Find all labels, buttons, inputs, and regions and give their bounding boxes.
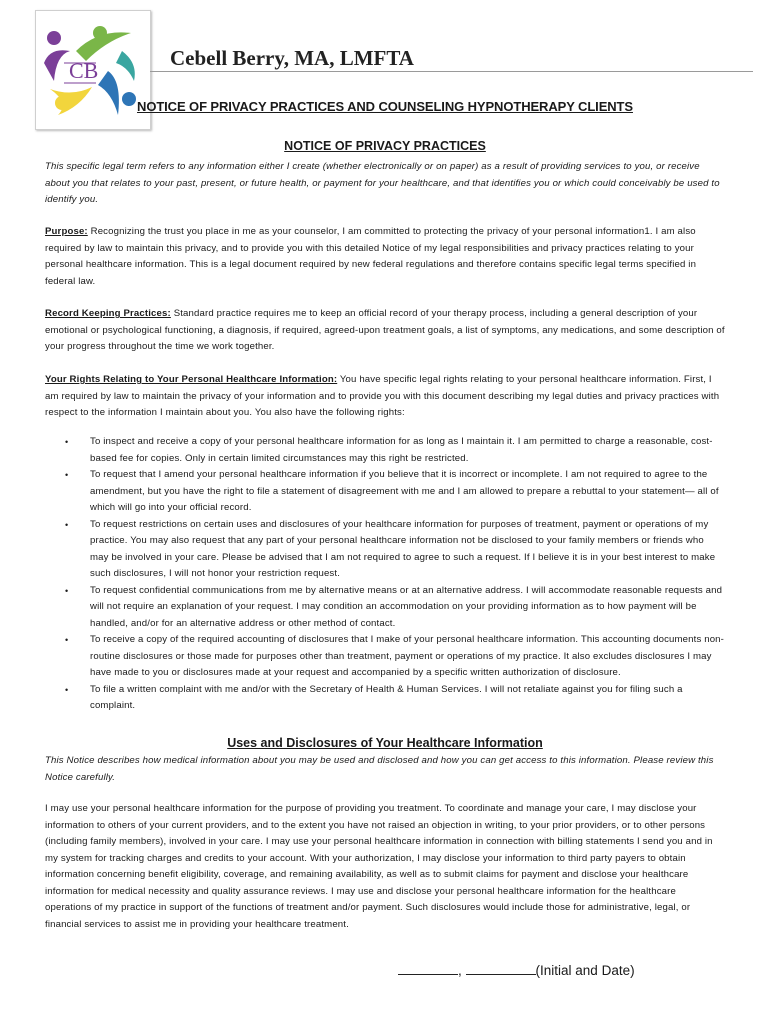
initial-blank[interactable]: [398, 960, 458, 975]
header-divider: [150, 71, 753, 72]
bullet-icon: •: [65, 585, 69, 596]
date-blank[interactable]: [466, 960, 536, 975]
provider-name: Cebell Berry, MA, LMFTA: [170, 46, 414, 70]
purpose-text: Recognizing the trust you place in me as your counselor, I am committed to protecting the privacy of your personal information1. I am also required by law to maintain this privacy, and to provide you with this detailed Notice of my legal responsibilities and privacy practices relating to your personal healthcare information. This is a legal document required by new federal regulations and therefore contains specific legal terms specified in federal law.: [45, 226, 697, 287]
section-title-uses: Uses and Disclosures of Your Healthcare Information: [227, 736, 543, 750]
logo-text: CB: [69, 58, 99, 83]
list-item: [45, 632, 725, 682]
record-keeping-text: Standard practice requires me to keep an official record of your therapy process, including a general description of your emotional or psychological functioning, a diagnosis, if required, agreed-upon treatment goals, a list of symptoms, any medications, and some description of your progress throughout the time we work together.: [45, 308, 725, 352]
uses-body-paragraph: I may use your personal healthcare information for the purpose of providing you treatment. To coordinate and manage your care, I may disclose your information to others of your current providers, and to the extent you have not raised an objection in writing, to your prior providers, or to other persons (including family members), involved in your care. I may use your personal healthcare information in connection with billing statements I send you and in my system for tracking charges and credits to your account. With your authorization, I may disclose your information to third party payers to obtain information concerning benefit eligibility, coverage, and remaining availability, as well as to submit claims for payment and disclose your healthcare information for medical necessity and quality assurance reviews. I may use and disclose your personal healthcare information for the healthcare operations of my practice in support of the functions of treatment and/or payment. Such disclosures would include those for administrative, legal, or financial services to assist me in providing your healthcare treatment.: [45, 803, 713, 930]
logo-purple-swoosh: [44, 50, 70, 81]
rights-list: [45, 434, 725, 715]
list-item-text: To request confidential communications from me by alternative means or at an alternative address. I will accommodate reasonable requests and will not require an explanation of your request. I may condition an accommodation on your providing information as to how payment will be handled, and/or for an alternative address or other method of contact.: [90, 584, 723, 629]
record-keeping-paragraph: [45, 306, 725, 356]
list-item-text: To file a written complaint with me and/or with the Secretary of Health & Human Services. I will not retaliate against you for filing such a complaint.: [90, 683, 683, 711]
list-item: [45, 434, 725, 467]
bullet-icon: •: [65, 635, 69, 645]
logo-purple-head: [47, 31, 61, 45]
purpose-paragraph: [45, 224, 725, 290]
bullet-icon: •: [65, 519, 69, 530]
bullet-icon: •: [65, 437, 69, 447]
section-title-privacy: NOTICE OF PRIVACY PRACTICES: [284, 139, 486, 153]
bullet-icon: •: [65, 470, 69, 480]
list-item-text: To inspect and receive a copy of your personal healthcare information for as long as I maintain it. I am permitted to charge a reasonable, cost-based fee for copies. Only in certain limited circumstances may this right be restricted.: [90, 436, 713, 464]
rights-paragraph: [45, 372, 725, 422]
list-item: [45, 682, 725, 715]
list-item: [45, 583, 725, 633]
initial-date-label: (Initial and Date): [535, 963, 635, 978]
bullet-icon: •: [65, 684, 69, 695]
uses-intro-paragraph: This Notice describes how medical information about you may be used and disclosed and how you can get access to this information. Please review this Notice carefully.: [45, 755, 714, 783]
document-title: NOTICE OF PRIVACY PRACTICES AND COUNSELING HYPNOTHERAPY CLIENTS: [137, 99, 633, 114]
list-item-text: To receive a copy of the required accounting of disclosures that I make of your personal healthcare information. This accounting documents non-routine disclosures or those made for purposes other than treatment, payment or operations of my practice. It also excludes disclosures I may have made to you or disclosures made at your request and accompanied by a specific written authorization of disclosure.: [90, 634, 725, 678]
list-item-text: To request that I amend your personal healthcare information if you believe that it is incorrect or incomplete. I am not required to agree to the amendment, but you have the right to file a statement of disagreement with me and I am allowed to prepare a rebuttal to your statement— all of which will go into your official record.: [90, 469, 719, 513]
record-keeping-label: Record Keeping Practices:: [45, 308, 171, 319]
list-item-text: To request restrictions on certain uses and disclosures of your healthcare information for purposes of treatment, payment or operations of my practice. You may also request that any part of your personal healthcare information not be disclosed to your family members or friends who may be involved in your care. Please be advised that I am not required to agree to such a request. If I believe it is in your best interest to make such disclosures, I will not honor your restriction request.: [90, 518, 716, 579]
rights-text: You have specific legal rights relating to your personal healthcare information. First, I am required by law to maintain the privacy of your information and to provide you with this document describing my legal duties and privacy practices with respect to the information I maintain about you. You also have the following rights:: [45, 374, 720, 418]
intro-paragraph: This specific legal term refers to any information either I create (whether electronically or on paper) as a result of providing services to you, or receive about you that relates to your past, present, or future health, or payment for your healthcare, and that identifies you or which could conceivably be used to identify you.: [45, 161, 720, 205]
list-item: [45, 517, 725, 583]
initial-date-line: [398, 960, 635, 978]
separator: ,: [458, 963, 462, 978]
logo-teal-swoosh: [116, 51, 135, 81]
purpose-label: Purpose:: [45, 226, 88, 237]
list-item: [45, 467, 725, 517]
rights-label: Your Rights Relating to Your Personal Healthcare Information:: [45, 374, 338, 385]
